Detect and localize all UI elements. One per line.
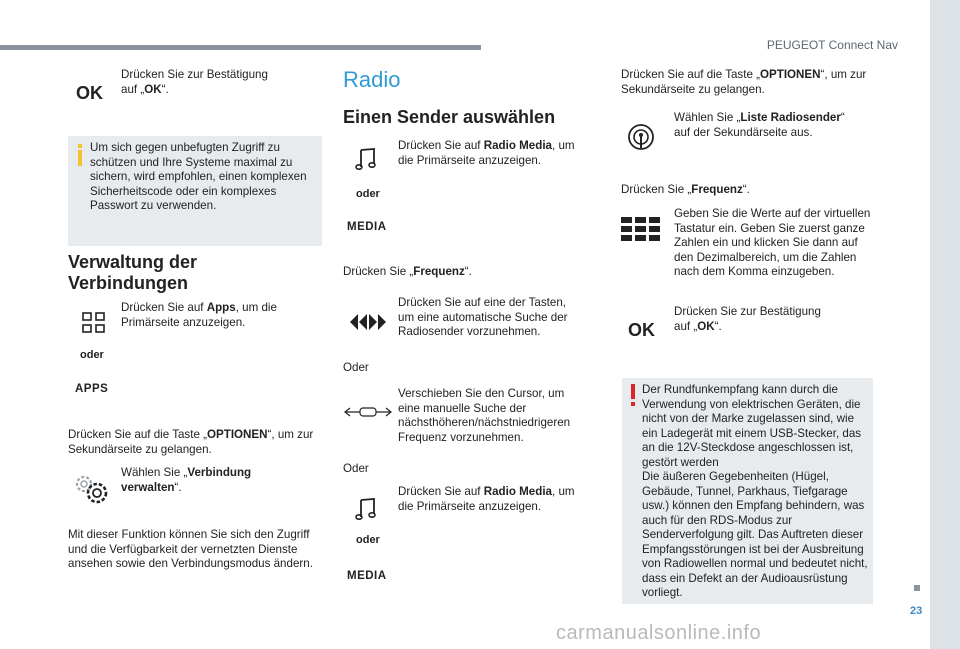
apps-bold: Apps	[206, 301, 236, 314]
or-label: Oder	[343, 462, 369, 475]
radio-station-icon	[626, 122, 656, 152]
warning-text: Der Rundfunkempfang kann durch die Verwendung von elektrischen Geräten, die nicht von der Marke zugelassen sind, wie ein Ladegerät mit einem USB-Stecker, das an die 12V-Steckdose angeschlossen ist, gestört werden Die äußeren Gegebenheiten (Hügel, Gebäude, Tunnel, Parkhaus, Tiefgarage usw.) können den Empfang behindern, was auch für den RDS-Modus zur Senderverfolgung gilt. Das Auftreten dieser Empfangsstörungen ist bei der Ausbreitung von Radiowellen normal und bedeutet nicht, dass ein Defekt an der Audioausrüstung vorliegt.	[642, 383, 868, 599]
section-title-line1: Verwaltung der	[68, 252, 198, 272]
media2-post: , um die Primärseite anzuzeigen.	[398, 485, 575, 513]
ok-line2-post: “.	[161, 82, 169, 96]
apps-instruction	[121, 301, 306, 330]
frequency-slider-icon	[343, 405, 393, 419]
ok-instruction	[121, 68, 311, 97]
list-pre: Wählen Sie „	[674, 111, 741, 124]
ok-line2-pre: auf „	[121, 82, 145, 96]
radio-media-instruction	[398, 485, 583, 514]
keypad-instruction: Geben Sie die Werte auf der virtuellen Tastatur ein. Geben Sie zuerst ganze Zahlen ein und klicken Sie dann auf den Dezimalbereich, um die Zahlen nach dem Komma einzugeben.	[674, 207, 871, 278]
warning-icon	[629, 384, 637, 406]
freq-pre: Drücken Sie „	[343, 265, 414, 278]
cursor-instruction: Verschieben Sie den Cursor, um eine manuelle Suche der nächsthöheren/nächstniedrigeren Frequenz vorzunehmen.	[398, 387, 571, 444]
options-pre: Drücken Sie auf die Taste „	[68, 428, 207, 441]
options-pre: Drücken Sie auf die Taste „	[621, 68, 760, 81]
media1-bold: Radio Media	[483, 139, 553, 152]
media1-post: , um die Primärseite anzuzeigen.	[398, 139, 575, 167]
settings-gears-icon	[70, 470, 112, 506]
media-button-label: MEDIA	[347, 570, 387, 582]
seek-buttons-icon	[348, 312, 388, 332]
ok-line2-post: “.	[714, 319, 722, 333]
apps-post: , um die Primärseite anzuzeigen.	[121, 301, 277, 329]
info-box	[68, 136, 322, 246]
info-icon	[76, 144, 84, 166]
ok-line2-bold: OK	[144, 82, 162, 96]
warning-box	[622, 378, 873, 604]
oder-label: oder	[80, 349, 104, 361]
list-post: “ auf der Sekundärseite aus.	[674, 111, 845, 139]
ok-instruction	[674, 305, 864, 334]
ok-line2-pre: auf „	[674, 319, 698, 333]
connect-bold: Verbindung verwalten	[121, 466, 252, 494]
radio-media-instruction	[398, 139, 583, 168]
frequency-instruction	[621, 183, 841, 198]
info-text: Um sich gegen unbefugten Zugriff zu schützen und Ihre Systeme maximal zu sichern, wird empfohlen, einen komplexen Sicherheitscode oder ein komplexes Passwort zu verwenden.	[90, 141, 307, 212]
page-marker	[914, 585, 920, 591]
freq-post: “.	[464, 265, 472, 278]
brand-header: PEUGEOT Connect Nav	[766, 38, 898, 52]
page-edge-band	[930, 0, 960, 649]
music-note-icon	[355, 147, 377, 171]
or-label: Oder	[343, 361, 369, 374]
options-bold: OPTIONEN	[206, 428, 268, 441]
connect-pre: Wählen Sie „	[121, 466, 188, 479]
options-instruction	[621, 68, 871, 97]
media2-bold: Radio Media	[483, 485, 553, 498]
apps-pre: Drücken Sie auf	[121, 301, 207, 314]
media2-pre: Drücken Sie auf	[398, 485, 484, 498]
page-number: 23	[910, 605, 923, 617]
freq-post: “.	[742, 183, 750, 196]
function-description: Mit dieser Funktion können Sie sich den Zugriff und die Verfügbarkeit der vernetzten Dienste ansehen sowie den Verbindungsmodus ändern.	[68, 528, 313, 570]
station-list-instruction	[674, 111, 864, 140]
music-note-icon	[355, 497, 377, 521]
ok-line1: Drücken Sie zur Bestätigung	[674, 305, 821, 318]
ok-line2-bold: OK	[697, 319, 715, 333]
connect-post: “.	[174, 480, 182, 494]
oder-label: oder	[356, 534, 380, 546]
subheading-select-station: Einen Sender auswählen	[343, 107, 556, 127]
header-rule	[0, 45, 481, 50]
options-post: “, um zur Sekundärseite zu gelangen.	[68, 428, 314, 456]
media1-pre: Drücken Sie auf	[398, 139, 484, 152]
freq-bold: Frequenz	[691, 183, 743, 196]
freq-bold: Frequenz	[413, 265, 465, 278]
keypad-icon	[621, 216, 661, 246]
list-bold: Liste Radiosender	[740, 111, 841, 124]
oder-label: oder	[356, 188, 380, 200]
ok-icon: OK	[76, 83, 103, 103]
apps-grid-icon	[82, 312, 106, 334]
apps-button-label: APPS	[75, 383, 109, 395]
options-bold: OPTIONEN	[759, 68, 821, 81]
watermark: carmanualsonline.info	[556, 622, 762, 644]
section-title-connections	[68, 252, 318, 294]
media-button-label: MEDIA	[347, 221, 387, 233]
freq-pre: Drücken Sie „	[621, 183, 692, 196]
options-instruction	[68, 428, 318, 457]
frequency-instruction	[343, 265, 563, 280]
ok-line1: Drücken Sie zur Bestätigung	[121, 68, 268, 81]
seek-instruction: Drücken Sie auf eine der Tasten, um eine automatische Suche der Radiosender vorzunehmen.	[398, 296, 568, 338]
ok-icon: OK	[628, 320, 655, 340]
manage-connections-instruction	[121, 466, 311, 495]
section-title-line2: Verbindungen	[68, 273, 189, 293]
heading-radio: Radio	[343, 67, 401, 92]
options-post: “, um zur Sekundärseite zu gelangen.	[621, 68, 867, 96]
